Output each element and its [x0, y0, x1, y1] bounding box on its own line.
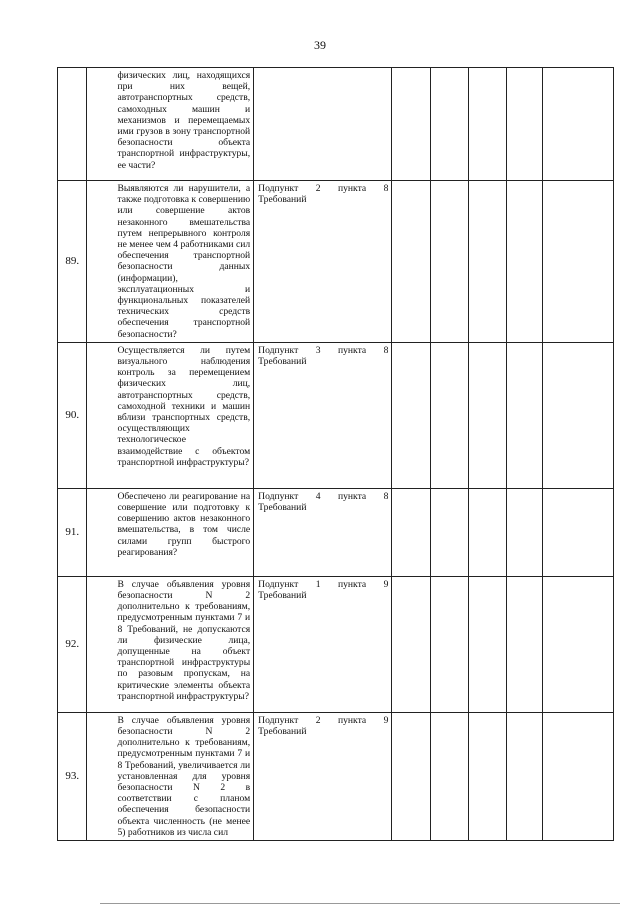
question-cell: [87, 488, 254, 576]
question-text: В случае объявления уровня безопасности N 2 дополнительно к требованиям, предусмотренным пунктами 7 и 8 Требований, не допускаются ли физические лица, допущенные на объект транспортной инфраструктуры по разовым пропускам, на критические элементы объекта транспортной инфраструктуры?: [117, 578, 251, 702]
blank-cell: [507, 342, 543, 488]
blank-cell: [507, 576, 543, 712]
blank-cell: [392, 342, 431, 488]
blank-cell: [431, 181, 469, 343]
reference-cell: [254, 576, 392, 712]
blank-cell: [468, 576, 507, 712]
blank-cell: [431, 576, 469, 712]
question-text: физических лиц, находящихся при них вещей, автотранспортных средств, самоходных машин и механизмов и перемещаемых ими грузов в зону транспортной безопасности объекта транспортной инфраструктуры, ее части?: [117, 70, 251, 171]
reference-text: [254, 68, 391, 72]
blank-cell: [542, 68, 613, 181]
table-row: [58, 488, 614, 576]
blank-cell: [392, 488, 431, 576]
reference-cell: [254, 181, 392, 343]
reference-text: Подпункт 4 пункта 8 Требований: [258, 490, 389, 514]
blank-cell: [542, 181, 613, 343]
reference-cell: [254, 712, 392, 840]
page-edge-line: [100, 903, 620, 904]
blank-cell: [431, 342, 469, 488]
question-cell: [87, 68, 254, 181]
row-number: 93.: [58, 712, 87, 840]
blank-cell: [468, 342, 507, 488]
blank-cell: [507, 68, 543, 181]
reference-text: Подпункт 1 пункта 9 Требований: [258, 578, 389, 602]
blank-cell: [507, 712, 543, 840]
blank-cell: [392, 712, 431, 840]
blank-cell: [542, 342, 613, 488]
question-cell: [87, 181, 254, 343]
table-row: [58, 576, 614, 712]
reference-text: Подпункт 3 пункта 8 Требований: [258, 344, 389, 368]
reference-cell: [254, 488, 392, 576]
blank-cell: [468, 712, 507, 840]
question-cell: [87, 712, 254, 840]
row-number: 90.: [58, 342, 87, 488]
checklist-table: [57, 67, 614, 841]
table-row: [58, 68, 614, 181]
blank-cell: [468, 488, 507, 576]
row-number: 89.: [58, 181, 87, 343]
question-text: Выявляются ли нарушители, а также подготовка к совершению или совершение актов незаконного вмешательства путем непрерывного контроля не менее чем 4 работниками сил обеспечения транспортной безопасности данных (информации), эксплуатационных и функциональных показателей технических средств обеспечения транспортной безопасности?: [117, 183, 251, 340]
blank-cell: [431, 68, 469, 181]
blank-cell: [542, 576, 613, 712]
reference-cell: [254, 68, 392, 181]
blank-cell: [431, 712, 469, 840]
blank-cell: [431, 488, 469, 576]
row-number: 91.: [58, 488, 87, 576]
blank-cell: [392, 181, 431, 343]
blank-cell: [468, 68, 507, 181]
table-row: [58, 712, 614, 840]
table-row: [58, 342, 614, 488]
question-cell: [87, 342, 254, 488]
reference-text: Подпункт 2 пункта 8 Требований: [258, 183, 389, 206]
question-text: В случае объявления уровня безопасности N 2 дополнительно к требованиям, предусмотренным пунктами 7 и 8 Требований, увеличивается ли установленная для уровня безопасности N 2 в соответствии с планом обеспечения безопасности объекта численность (не менее 5) работников из числа сил: [117, 714, 251, 838]
row-number: 92.: [58, 576, 87, 712]
blank-cell: [468, 181, 507, 343]
blank-cell: [542, 488, 613, 576]
page-number: 39: [314, 38, 326, 52]
blank-cell: [392, 68, 431, 181]
question-text: Обеспечено ли реагирование на совершение или подготовку к совершению актов незаконного вмешательства, в том числе силами групп быстрого реагирования?: [117, 490, 251, 558]
reference-text: Подпункт 2 пункта 9 Требований: [258, 714, 389, 738]
row-number: [58, 68, 87, 181]
blank-cell: [507, 488, 543, 576]
blank-cell: [392, 576, 431, 712]
reference-cell: [254, 342, 392, 488]
table-row: [58, 181, 614, 343]
blank-cell: [542, 712, 613, 840]
question-text: Осуществляется ли путем визуального наблюдения контроль за перемещением физических лиц, автотранспортных средств, самоходной техники и машин вблизи транспортных средств, осуществляющих технологическое взаимодействие с объектом транспортной инфраструктуры?: [117, 344, 251, 468]
question-cell: [87, 576, 254, 712]
blank-cell: [507, 181, 543, 343]
